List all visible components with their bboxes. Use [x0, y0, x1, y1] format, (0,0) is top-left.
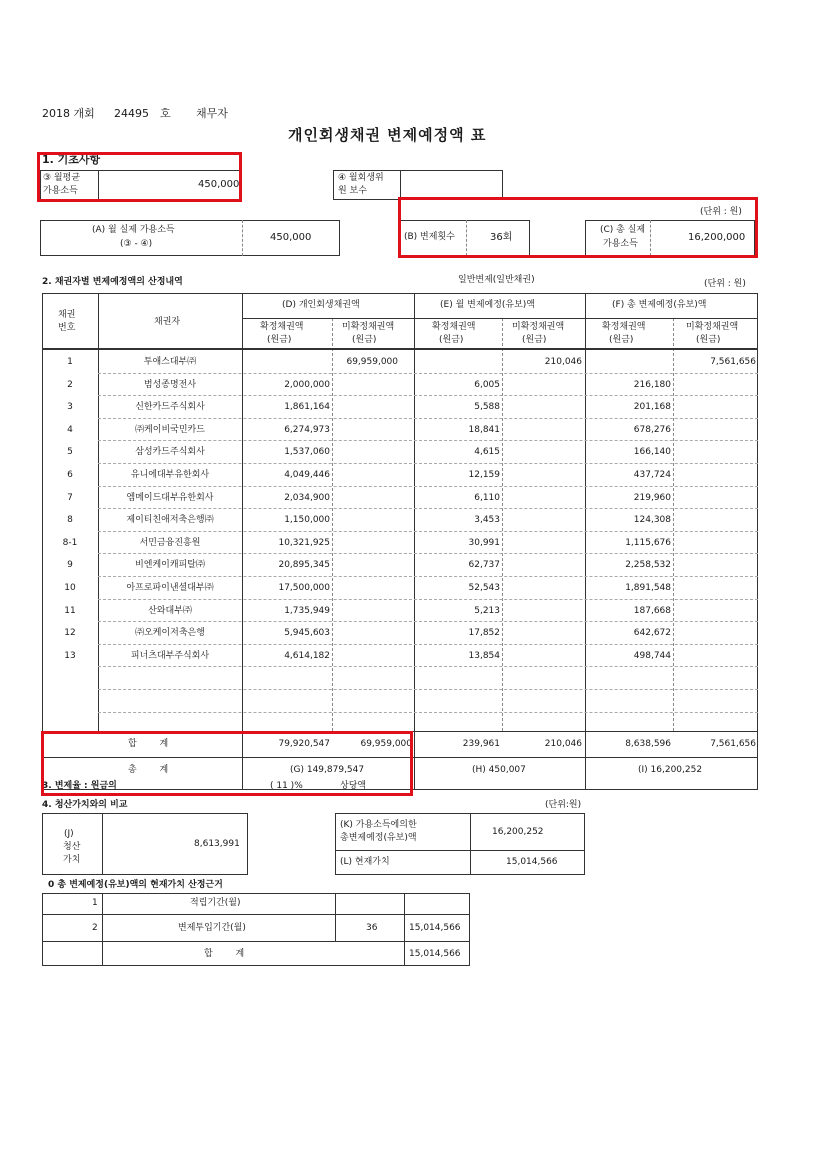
- d-unconfirmed-label-2: (원금): [352, 335, 377, 345]
- b-value: 36회: [490, 232, 513, 243]
- row1-label: 적립기간(월): [190, 898, 241, 908]
- j-label-3: 가치: [63, 855, 81, 865]
- creditor-no: 1: [67, 357, 73, 367]
- amount-f1: 642,672: [633, 628, 671, 639]
- e-confirmed-label-2: (원금): [439, 335, 464, 345]
- present-value-table: [42, 893, 470, 966]
- row-divider: [98, 531, 758, 532]
- row-divider: [98, 666, 758, 667]
- monthly-income-value: 450,000: [198, 179, 240, 190]
- section1-unit: (단위 : 원): [700, 207, 742, 217]
- k-label-1: (K) 가용소득에의한: [340, 820, 417, 830]
- amount-d1: 1,150,000: [284, 515, 330, 526]
- creditor-no: 11: [64, 605, 76, 616]
- creditor-no: 3: [67, 402, 73, 413]
- amount-d2: 69,959,000: [346, 357, 398, 367]
- amount-e1: 6,110: [474, 492, 500, 503]
- j-label-2: 청산: [63, 842, 81, 852]
- creditor-name: 비엔케이캐피탈㈜: [135, 560, 205, 571]
- sum-f1: 8,638,596: [625, 739, 671, 749]
- amount-e1: 5,588: [474, 402, 500, 413]
- row-divider: [98, 440, 758, 441]
- creditor-name: ㈜케이비국민카드: [135, 424, 205, 435]
- col-f-label: (F) 총 변제예정(유보)액: [612, 300, 707, 310]
- k-value: 16,200,252: [492, 827, 544, 837]
- repayment-rate: ( 11 )%: [270, 781, 303, 791]
- row-divider: [98, 689, 758, 690]
- e-confirmed-label-1: 확정채권액: [432, 322, 476, 332]
- row-divider: [98, 463, 758, 464]
- creditor-no: 2: [67, 379, 73, 390]
- amount-f1: 678,276: [633, 424, 671, 435]
- total-g: (G) 149,879,547: [290, 765, 365, 775]
- e-unconfirmed-label-1: 미확정채권액: [512, 322, 565, 332]
- col-e-label: (E) 월 변제예정(유보)액: [440, 300, 536, 310]
- amount-e1: 3,453: [474, 515, 500, 526]
- f-unconfirmed-label-2: (원금): [696, 335, 721, 345]
- amount-f1: 2,258,532: [625, 560, 671, 571]
- total-label: 총 계: [128, 765, 179, 775]
- creditor-no: 12: [64, 628, 76, 639]
- section4-title: 4. 청산가치와의 비교: [42, 800, 128, 810]
- c-label-2: 가용소득: [603, 239, 638, 249]
- row-divider: [98, 373, 758, 374]
- creditor-name: 서민금융진흥원: [139, 537, 201, 548]
- creditor-no: 8: [67, 515, 73, 526]
- creditor-name: ㈜오케이저축은행: [135, 628, 205, 639]
- f-unconfirmed-label-1: 미확정채권액: [686, 322, 739, 332]
- amount-f1: 1,891,548: [625, 583, 671, 593]
- j-value: 8,613,991: [194, 839, 240, 849]
- creditor-no: 9: [67, 560, 73, 571]
- creditor-no: 5: [67, 447, 73, 458]
- monthly-income-label-2: 가용소득: [43, 186, 78, 196]
- c-value: 16,200,000: [688, 232, 746, 243]
- amount-d1: 20,895,345: [278, 560, 330, 571]
- creditor-no: 7: [67, 492, 73, 503]
- amount-f1: 124,308: [633, 515, 671, 526]
- row-divider: [98, 508, 758, 509]
- amount-f2: 7,561,656: [710, 357, 756, 367]
- section3-title: 3. 변제율 : 원금의: [42, 781, 117, 791]
- total-h: (H) 450,007: [472, 765, 526, 775]
- section4-unit: (단위:원): [545, 800, 582, 810]
- a-label-1: (A) 월 실제 가용소득: [92, 225, 175, 235]
- amount-e1: 5,213: [474, 605, 500, 616]
- amount-d1: 5,945,603: [284, 628, 330, 639]
- debtor-label: 채무자: [196, 107, 228, 120]
- amount-d1: 1,735,949: [284, 605, 330, 616]
- creditor-no: 4: [67, 424, 73, 435]
- row1-no: 1: [92, 898, 98, 908]
- l-value: 15,014,566: [506, 857, 558, 867]
- creditor-name: 삼성카드주식회사: [135, 447, 205, 458]
- d-confirmed-label-2: (원금): [267, 335, 292, 345]
- amount-d1: 10,321,925: [278, 537, 330, 548]
- sum-d1: 79,920,547: [278, 739, 330, 749]
- amount-d1: 4,614,182: [284, 650, 330, 661]
- creditor-no: 8-1: [62, 537, 78, 548]
- amount-d1: 1,537,060: [284, 447, 330, 458]
- amount-d1: 2,000,000: [284, 379, 330, 390]
- section2-unit: (단위 : 원): [704, 279, 746, 289]
- amount-d1: 6,274,973: [284, 424, 330, 435]
- row-divider: [98, 621, 758, 622]
- amount-e1: 4,615: [474, 447, 500, 458]
- col-no-label-2: 번호: [58, 323, 76, 333]
- section5-title: 0 총 변제예정(유보)액의 현재가치 산정근거: [48, 880, 223, 890]
- section2-title: 2. 채권자별 변제예정액의 산정내역: [42, 277, 183, 287]
- amount-e1: 30,991: [468, 537, 500, 548]
- highlight-payment-summary: [398, 197, 758, 258]
- col-d-label: (D) 개인회생채권액: [282, 300, 360, 310]
- col-no-label-1: 채권: [58, 310, 76, 320]
- creditor-name: 산와대부㈜: [148, 605, 192, 616]
- section1-title: 1. 기초사항: [42, 153, 101, 166]
- amount-d1: 1,861,164: [284, 402, 330, 413]
- creditor-name: 범성종명전사: [143, 379, 197, 390]
- creditor-name: 아프로파이낸셜대부㈜: [126, 583, 214, 593]
- a-label-2: (③ - ④): [120, 239, 153, 249]
- repayment-rate-suffix: 상당액: [340, 781, 367, 791]
- amount-e1: 13,854: [468, 650, 500, 661]
- sum-d2: 69,959,000: [360, 739, 412, 749]
- amount-f1: 498,744: [633, 650, 671, 661]
- section5-sum-label: 합 계: [204, 949, 255, 959]
- amount-f1: 1,115,676: [625, 537, 671, 548]
- col-creditor-label: 채권자: [154, 317, 181, 327]
- section2-mode: 일반변제(일반채권): [458, 275, 535, 285]
- row2-months: 36: [366, 923, 378, 933]
- page-title: 개인회생채권 변제예정액 표: [288, 126, 487, 144]
- creditor-name: 투애스대부㈜: [143, 357, 197, 367]
- creditor-no: 6: [67, 470, 73, 480]
- amount-e1: 6,005: [474, 379, 500, 390]
- sum-label: 합 계: [128, 739, 179, 749]
- b-label: (B) 변제횟수: [404, 232, 455, 242]
- amount-e1: 17,852: [468, 628, 500, 639]
- row-divider: [98, 644, 758, 645]
- amount-d1: 2,034,900: [284, 492, 330, 503]
- row-divider: [98, 486, 758, 487]
- creditor-no: 10: [64, 583, 76, 593]
- amount-d1: 17,500,000: [278, 583, 330, 593]
- d-confirmed-label-1: 확정채권액: [260, 322, 304, 332]
- sum-e2: 210,046: [544, 739, 582, 749]
- creditor-name: 피너츠대부주식회사: [130, 650, 210, 661]
- amount-e2: 210,046: [544, 357, 582, 367]
- d-unconfirmed-label-1: 미확정채권액: [342, 322, 395, 332]
- creditor-no: 13: [64, 650, 76, 661]
- amount-f1: 437,724: [633, 470, 671, 480]
- row-divider: [98, 712, 758, 713]
- total-i: (I) 16,200,252: [638, 765, 703, 775]
- case-year: 2018 개회: [42, 107, 95, 120]
- section5-sum-value: 15,014,566: [409, 949, 461, 959]
- amount-f1: 187,668: [633, 605, 671, 616]
- row-divider: [98, 553, 758, 554]
- amount-f1: 166,140: [633, 447, 671, 458]
- amount-f1: 201,168: [633, 402, 671, 413]
- row2-value: 15,014,566: [409, 923, 461, 933]
- l-label: (L) 현재가치: [340, 857, 390, 867]
- creditor-name: 유니에대부유한회사: [130, 470, 210, 480]
- amount-e1: 18,841: [468, 424, 500, 435]
- row-divider: [98, 599, 758, 600]
- creditor-name: 엠메이드대부유한회사: [126, 492, 214, 503]
- a-value: 450,000: [270, 232, 312, 243]
- sum-f2: 7,561,656: [710, 739, 756, 749]
- amount-e1: 62,737: [468, 560, 500, 571]
- creditor-name: 제이티친애저축은행㈜: [126, 515, 214, 526]
- j-label-1: (J): [64, 829, 74, 839]
- amount-e1: 52,543: [468, 583, 500, 593]
- f-confirmed-label-2: (원금): [609, 335, 634, 345]
- case-number: 24495: [114, 107, 149, 120]
- row-divider: [98, 395, 758, 396]
- trustee-label-2: 원 보수: [338, 186, 367, 196]
- amount-d1: 4,049,446: [284, 470, 330, 480]
- amount-f1: 216,180: [633, 379, 671, 390]
- e-unconfirmed-label-2: (원금): [522, 335, 547, 345]
- monthly-income-label-1: ③ 월평균: [43, 173, 81, 183]
- row2-no: 2: [92, 923, 98, 933]
- row2-label: 변제투입기간(월): [178, 923, 246, 933]
- row-divider: [98, 576, 758, 577]
- row-divider: [98, 418, 758, 419]
- sum-e1: 239,961: [462, 739, 500, 749]
- highlight-totals: [41, 731, 413, 796]
- c-label-1: (C) 총 실제: [600, 225, 646, 235]
- k-label-2: 총변제예정(유보)액: [340, 833, 417, 843]
- amount-f1: 219,960: [633, 492, 671, 503]
- f-confirmed-label-1: 확정채권액: [602, 322, 646, 332]
- highlight-basic-info: [37, 152, 242, 202]
- case-ho: 호: [160, 107, 171, 120]
- creditor-name: 신한카드주식회사: [135, 402, 205, 413]
- trustee-label-1: ④ 월회생위: [338, 173, 384, 183]
- amount-e1: 12,159: [468, 470, 500, 480]
